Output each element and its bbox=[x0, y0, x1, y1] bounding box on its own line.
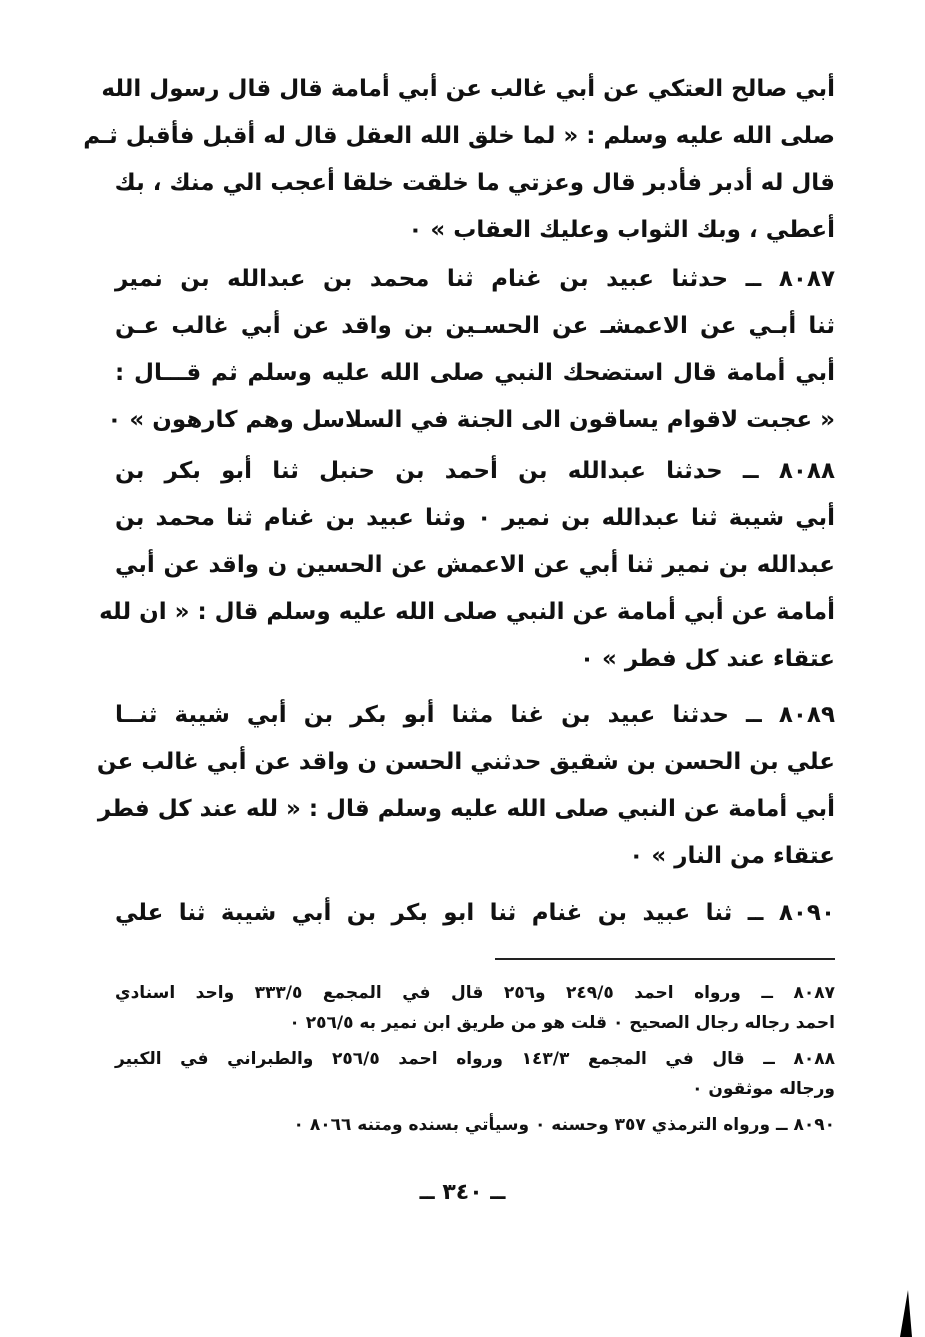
footnote-8087 bbox=[115, 978, 835, 1038]
text-line: أعطي ، وبك الثواب وعليك العقاب » ٠ bbox=[408, 217, 835, 243]
paragraph-continuation bbox=[83, 66, 835, 254]
footnote-separator bbox=[495, 958, 835, 960]
text-line: قال له أدبر فأدبر قال وعزتي ما خلقت خلقا أعجب الي منك ، بك bbox=[114, 170, 835, 196]
text-line: أمامة عن أبي أمامة عن النبي صلى الله عليه وسلم قال : « ان لله bbox=[99, 599, 835, 625]
footnote-line: ٨٠٩٠ ــ ورواه الترمذي ٣٥٧ وحسنه ٠ وسيأتي بسنده ومتنه ٨٠٦٦ ٠ bbox=[293, 1115, 835, 1135]
hadith-8089 bbox=[96, 692, 835, 880]
hadith-8087 bbox=[107, 256, 835, 444]
text-line: صلى الله عليه وسلم : « لما خلق الله العقل قال له أقبل فأقبل ثـم bbox=[83, 123, 835, 149]
text-line: ثنا أبـي عن الاعمشـ عن الحسـين بن واقد عن أبي غالب عـن bbox=[115, 313, 835, 339]
text-line: ٨٠٨٨ ــ حدثنا عبدالله بن أحمد بن حنبل ثنا أبو بكر بن bbox=[115, 458, 835, 484]
text-line: ٨٠٨٧ ــ حدثنا عبيد بن غنام ثنا محمد بن عبدالله بن نمير bbox=[115, 266, 835, 292]
hadith-8090 bbox=[115, 890, 835, 937]
footnote-line: ٨٠٨٧ ــ ورواه احمد ٢٤٩/٥ و٢٥٦ قال في المجمع ٣٣٣/٥ واحد اسنادي bbox=[115, 983, 835, 1003]
text-line: « عجبت لاقوام يساقون الى الجنة في السلاسل وهم كارهون » ٠ bbox=[107, 407, 835, 433]
footnote-line: ورجاله موثقون ٠ bbox=[692, 1079, 835, 1099]
footnote-line: احمد رجاله رجال الصحيح ٠ قلت هو من طريق ابن نمير به ٢٥٦/٥ ٠ bbox=[289, 1013, 835, 1033]
text-line: عتقاء عند كل فطر » ٠ bbox=[579, 646, 835, 672]
page-number: ــ ٣٤٠ ــ bbox=[419, 1180, 506, 1205]
text-line: عبدالله بن نمير ثنا أبي عن الاعمش عن الحسين ن واقد عن أبي bbox=[115, 552, 835, 578]
footnotes bbox=[115, 978, 835, 1140]
text-line: أبي أمامة عن النبي صلى الله عليه وسلم قال : « لله عند كل فطر bbox=[97, 796, 835, 822]
text-line: أبي شيبة ثنا عبدالله بن نمير ٠ وثنا عبيد بن غنام ثنا محمد بن bbox=[115, 505, 835, 531]
footnote-8088 bbox=[115, 1044, 835, 1104]
text-line: أبي أمامة قال استضحك النبي صلى الله عليه وسلم ثم قـــال : bbox=[115, 360, 835, 386]
text-line: ٨٠٩٠ ــ ثنا عبيد بن غنام ثنا ابو بكر بن أبي شيبة ثنا علي bbox=[115, 900, 835, 926]
text-line: ٨٠٨٩ ــ حدثنا عبيد بن غنا مثنا أبو بكر بن أبي شيبة ثنــا bbox=[115, 702, 835, 728]
scan-edge-mark bbox=[900, 1290, 912, 1337]
hadith-8088 bbox=[99, 448, 835, 683]
text-line: علي بن الحسن بن شقيق حدثني الحسن ن واقد عن أبي غالب عن bbox=[96, 749, 835, 775]
footnote-line: ٨٠٨٨ ــ قال في المجمع ١٤٣/٣ ورواه احمد ٢٥٦/٥ والطبراني في الكبير bbox=[115, 1049, 835, 1069]
footnote-8090 bbox=[115, 1110, 835, 1140]
text-line: أبي صالح العتكي عن أبي غالب عن أبي أمامة قال قال رسول الله bbox=[101, 76, 835, 102]
text-line: عتقاء من النار » ٠ bbox=[629, 843, 835, 869]
